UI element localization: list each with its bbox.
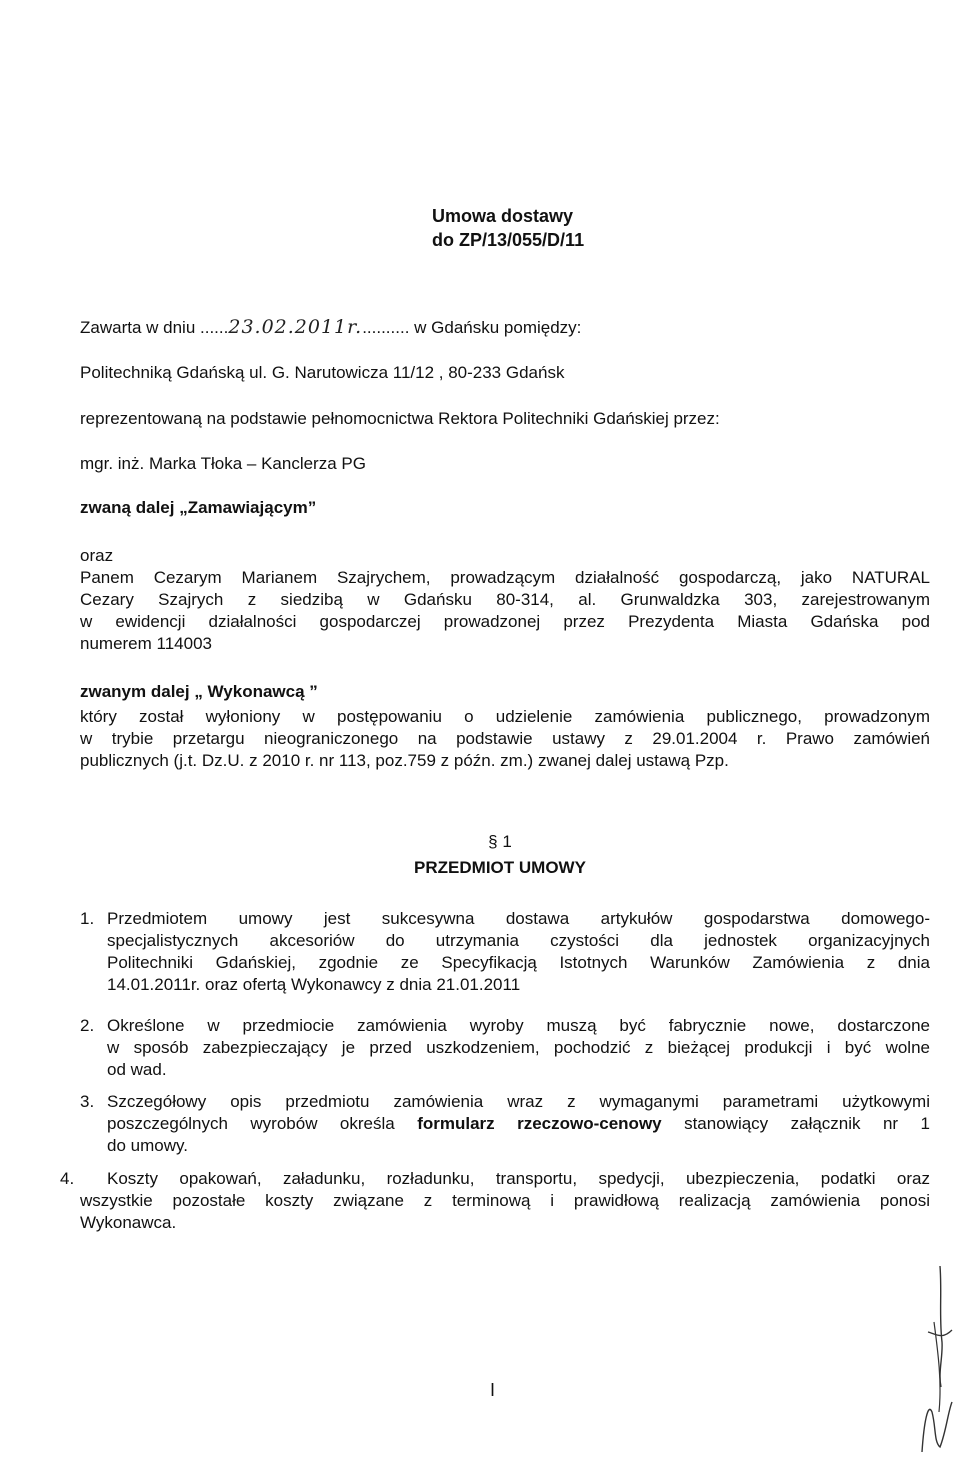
date-prefix: Zawarta w dniu: [80, 318, 196, 337]
document-title: [432, 204, 584, 252]
item-line: Określone w przedmiocie zamówienia wyroby muszą być fabrycznie nowe, dostarczone: [107, 1016, 930, 1035]
item-line: Szczegółowy opis przedmiotu zamówienia wraz z wymaganymi parametrami użytkowymi: [107, 1092, 930, 1111]
handwritten-date: 23.02.2011r.: [228, 316, 363, 338]
item-3-line2-start: poszczególnych wyrobów określa: [107, 1114, 395, 1133]
date-dots-end: ..........: [362, 318, 410, 337]
item-line: od wad.: [107, 1060, 167, 1079]
item-3-text: [107, 1091, 930, 1157]
title-line-2: do ZP/13/055/D/11: [432, 230, 585, 250]
item-line: 14.01.2011r. oraz ofertą Wykonawcy z dnia 21.01.2011: [107, 975, 521, 994]
item-number: 1.: [80, 909, 95, 928]
item-number: 3.: [80, 1092, 95, 1111]
item-line: [107, 1113, 930, 1135]
item-number: 2.: [80, 1016, 95, 1035]
selection-line: który został wyłoniony w postępowaniu o udzielenie zamówienia publicznego, prowadzonym: [80, 707, 930, 726]
item-1-text: [107, 908, 930, 996]
party2-line: numerem 114003: [80, 634, 212, 653]
party1-address: Politechniką Gdańską ul. G. Narutowicza 11/12 , 80-233 Gdańsk: [80, 363, 565, 382]
item-2-text: [107, 1015, 930, 1081]
item-line: Koszty opakowań, załadunku, rozładunku, transportu, spedycji, ubezpieczenia, podatki oraz: [107, 1169, 930, 1188]
selection-paragraph: [80, 706, 930, 772]
section-mark: § 1: [488, 832, 512, 851]
form-reference: formularz rzeczowo-cenowy: [417, 1114, 662, 1133]
party2-line: w ewidencji działalności gospodarczej prowadzonej przez Prezydenta Miasta Gdańska pod: [80, 612, 930, 631]
item-line: do umowy.: [107, 1136, 188, 1155]
representation-text: reprezentowaną na podstawie pełnomocnictwa Rektora Politechniki Gdańskiej przez:: [80, 409, 720, 428]
item-line: wszystkie pozostałe koszty związane z terminową i prawidłową realizacją zamówienia ponosi: [80, 1191, 930, 1210]
item-3-line2-end: stanowiący załącznik nr 1: [684, 1114, 930, 1133]
party2-designation: zwanym dalej „ Wykonawcą ”: [80, 682, 318, 701]
date-line: [80, 316, 680, 339]
selection-line: publicznych (j.t. Dz.U. z 2010 r. nr 113, poz.759 z późn. zm.) zwanej dalej ustawą Pzp.: [80, 751, 729, 770]
party2-line: Cezary Szajrych z siedzibą w Gdańsku 80-314, al. Grunwaldzka 303, zarejestrowanym: [80, 590, 930, 609]
item-4-text: [80, 1168, 930, 1234]
item-line: Politechniki Gdańskiej, zgodnie ze Specyfikacją Istotnych Warunków Zamówienia z dnia: [107, 953, 930, 972]
item-line: Wykonawca.: [80, 1213, 177, 1232]
section-heading: PRZEDMIOT UMOWY: [414, 858, 586, 877]
title-line-1: Umowa dostawy: [432, 206, 574, 226]
selection-line: w trybie przetargu nieograniczonego na podstawie ustawy z 29.01.2004 r. Prawo zamówień: [80, 729, 930, 748]
party2-paragraph: [80, 567, 930, 655]
handwritten-initials: [912, 1262, 958, 1462]
date-suffix: w Gdańsku pomiędzy:: [414, 318, 582, 337]
item-line: Przedmiotem umowy jest sukcesywna dostawa artykułów gospodarstwa domowego-: [107, 909, 930, 928]
page-number: I: [490, 1380, 496, 1400]
date-dots-start: ......: [200, 318, 229, 337]
representative-name: mgr. inż. Marka Tłoka – Kanclerza PG: [80, 454, 366, 473]
item-line: w sposób zabezpieczający je przed uszkodzeniem, pochodzić z bieżącej produkcji i być wolne: [107, 1038, 930, 1057]
party1-designation: zwaną dalej „Zamawiającym”: [80, 498, 317, 517]
and-word: oraz: [80, 546, 114, 565]
item-line: specjalistycznych akcesoriów do utrzymania czystości dla jednostek organizacyjnych: [107, 931, 930, 950]
item-number: 4.: [60, 1169, 75, 1188]
party2-line: Panem Cezarym Marianem Szajrychem, prowadzącym działalność gospodarczą, jako NATURAL: [80, 568, 930, 587]
